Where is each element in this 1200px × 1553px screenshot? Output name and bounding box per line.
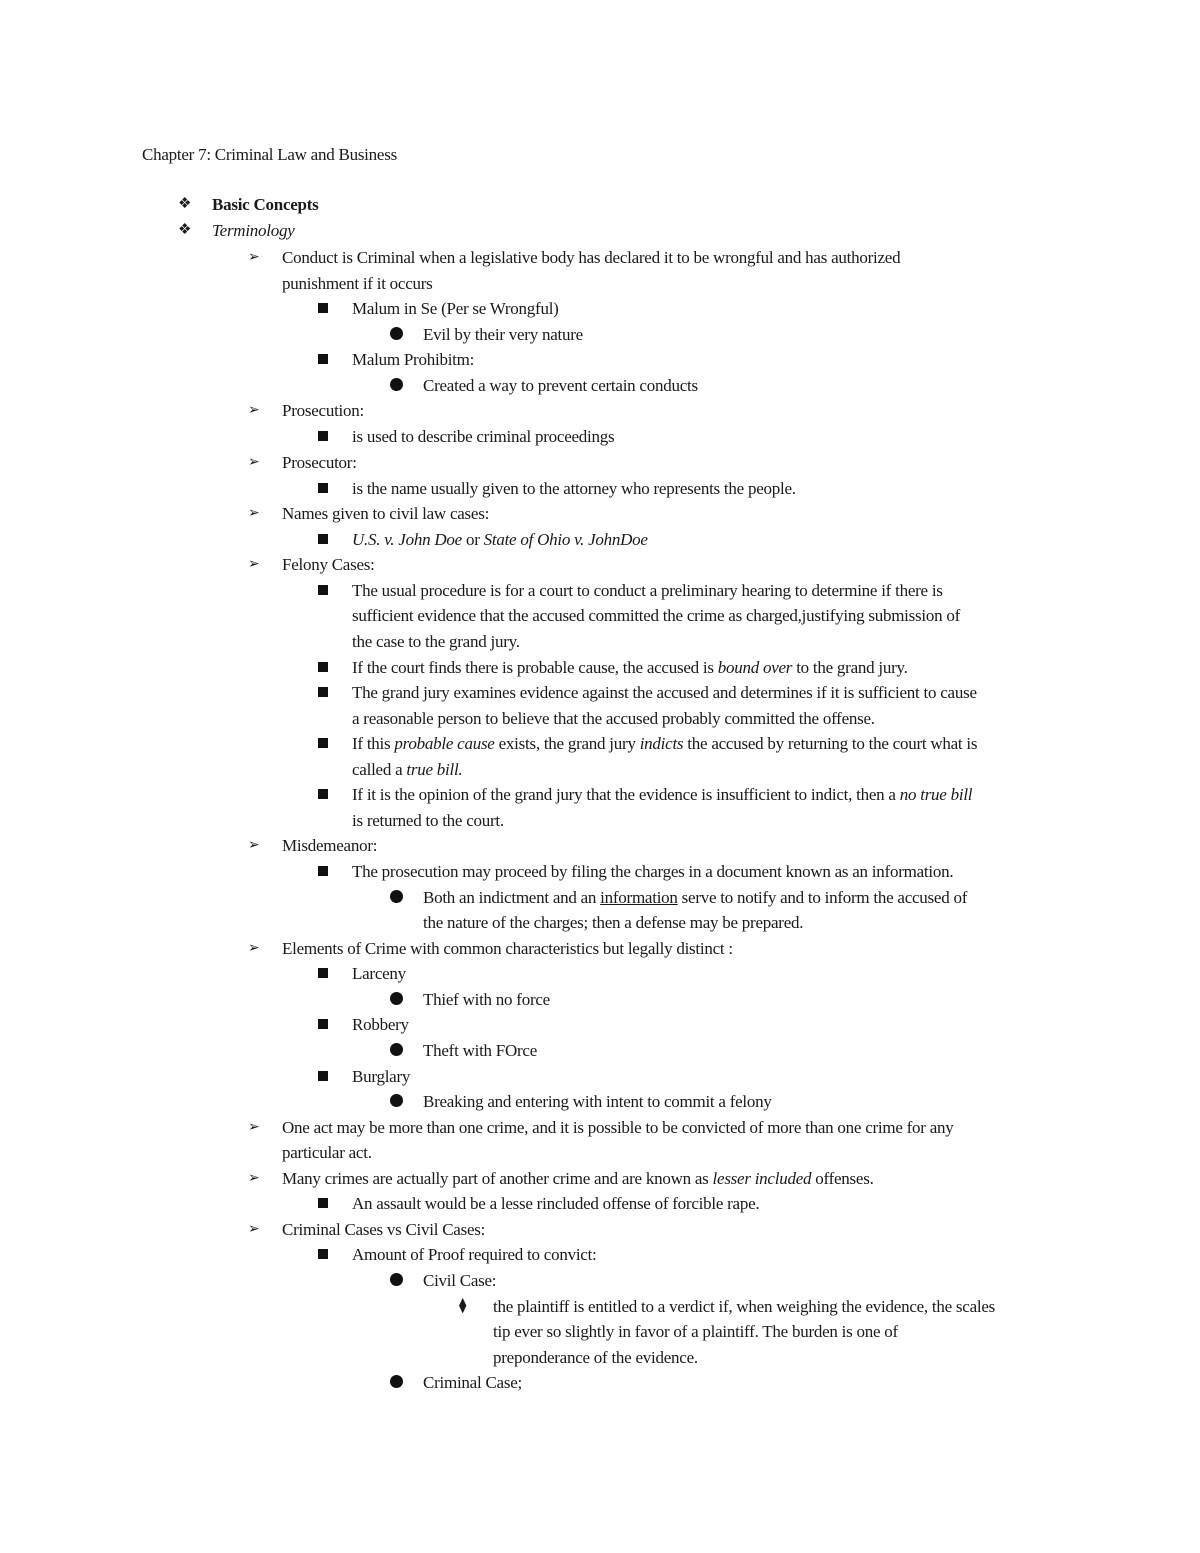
misdemeanor-s1-line-2: the nature of the charges; then a defense may be prepared. (423, 913, 804, 932)
arrow-bullet-icon: ➢ (248, 506, 260, 521)
felony-p5-line-1: If it is the opinion of the grand jury that the evidence is insufficient to indict, then a no true bill (352, 785, 973, 804)
square-bullet-icon (318, 782, 328, 808)
lesser-example: An assault would be a lesse rincluded offense of forcible rape. (352, 1194, 760, 1213)
case-name-examples: U.S. v. John Doe or State of Ohio v. JohnDoe (352, 530, 648, 549)
felony-p3-line-2: a reasonable person to believe that the accused probably committed the offense. (352, 709, 875, 728)
felony-label: Felony Cases: (282, 555, 375, 574)
one-act-line-1: One act may be more than one crime, and it is possible to be convicted of more than one crime for any (282, 1118, 954, 1137)
misdemeanor-p1: The prosecution may proceed by filing the charges in a document known as an information. (352, 862, 954, 881)
lesser-included: Many crimes are actually part of another crime and are known as lesser included offenses. (282, 1169, 874, 1188)
felony-p4-line-1: If this probable cause exists, the grand jury indicts the accused by returning to the court what is (352, 734, 978, 753)
felony-p3-line-1: The grand jury examines evidence against the accused and determines if it is sufficient to cause (352, 683, 977, 702)
malum-in-se-desc: Evil by their very nature (423, 325, 583, 344)
felony-p2: If the court finds there is probable cause, the accused is bound over to the grand jury. (352, 658, 908, 677)
circle-bullet-icon (390, 322, 403, 348)
arrow-bullet-icon: ➢ (248, 1120, 260, 1135)
names-label: Names given to civil law cases: (282, 504, 490, 523)
square-bullet-icon (318, 731, 328, 757)
burglary: Burglary (352, 1067, 411, 1086)
square-bullet-icon (318, 578, 328, 604)
square-bullet-icon (318, 527, 328, 553)
arrow-bullet-icon: ➢ (248, 403, 260, 418)
arrow-bullet-icon: ➢ (248, 250, 260, 265)
proof-label: Amount of Proof required to convict: (352, 1245, 597, 1264)
prosecutor-label: Prosecutor: (282, 453, 357, 472)
larceny: Larceny (352, 964, 406, 983)
malum-prohibitum: Malum Prohibitm: (352, 350, 475, 369)
square-bullet-icon (318, 680, 328, 706)
square-bullet-icon (318, 1012, 328, 1038)
page-title: Chapter 7: Criminal Law and Business (142, 145, 397, 164)
misdemeanor-label: Misdemeanor: (282, 836, 378, 855)
malum-prohibitum-desc: Created a way to prevent certain conducts (423, 376, 698, 395)
lozenge-bullet-icon: ⧫ (459, 1298, 467, 1314)
civil-vs-criminal-label: Criminal Cases vs Civil Cases: (282, 1220, 486, 1239)
arrow-bullet-icon: ➢ (248, 1171, 260, 1186)
felony-p1-line-2: sufficient evidence that the accused committed the crime as charged,justifying submission of (352, 606, 961, 625)
circle-bullet-icon (390, 987, 403, 1013)
criminal-case-label: Criminal Case; (423, 1373, 522, 1392)
felony-p1-line-3: the case to the grand jury. (352, 632, 520, 651)
square-bullet-icon (318, 1191, 328, 1217)
one-act-line-2: particular act. (282, 1143, 372, 1162)
circle-bullet-icon (390, 885, 403, 911)
felony-p4-line-2: called a true bill. (352, 760, 463, 779)
circle-bullet-icon (390, 1268, 403, 1294)
prosecution-label: Prosecution: (282, 401, 364, 420)
heading-terminology: Terminology (212, 221, 295, 240)
circle-bullet-icon (390, 1089, 403, 1115)
arrow-bullet-icon: ➢ (248, 557, 260, 572)
arrow-bullet-icon: ➢ (248, 455, 260, 470)
square-bullet-icon (318, 476, 328, 502)
civil-case-line-3: preponderance of the evidence. (493, 1348, 698, 1367)
malum-in-se: Malum in Se (Per se Wrongful) (352, 299, 559, 318)
felony-p1-line-1: The usual procedure is for a court to conduct a preliminary hearing to determine if there is (352, 581, 943, 600)
diamond-bullet-icon: ❖ (178, 222, 192, 238)
diamond-bullet-icon: ❖ (178, 196, 192, 212)
arrow-bullet-icon: ➢ (248, 838, 260, 853)
circle-bullet-icon (390, 1370, 403, 1396)
conduct-line-2: punishment if it occurs (282, 274, 433, 293)
square-bullet-icon (318, 1064, 328, 1090)
prosecutor-desc: is the name usually given to the attorney who represents the people. (352, 479, 796, 498)
circle-bullet-icon (390, 373, 403, 399)
square-bullet-icon (318, 961, 328, 987)
square-bullet-icon (318, 347, 328, 373)
elements-label: Elements of Crime with common characteristics but legally distinct : (282, 939, 733, 958)
misdemeanor-s1-line-1: Both an indictment and an information serve to notify and to inform the accused of (423, 888, 968, 907)
heading-basic-concepts: Basic Concepts (212, 195, 319, 214)
arrow-bullet-icon: ➢ (248, 941, 260, 956)
civil-case-label: Civil Case: (423, 1271, 497, 1290)
burglary-desc: Breaking and entering with intent to commit a felony (423, 1092, 772, 1111)
square-bullet-icon (318, 424, 328, 450)
robbery: Robbery (352, 1015, 409, 1034)
conduct-line-1: Conduct is Criminal when a legislative body has declared it to be wrongful and has authorized (282, 248, 901, 267)
larceny-desc: Thief with no force (423, 990, 550, 1009)
robbery-desc: Theft with FOrce (423, 1041, 538, 1060)
square-bullet-icon (318, 859, 328, 885)
arrow-bullet-icon: ➢ (248, 1222, 260, 1237)
square-bullet-icon (318, 1242, 328, 1268)
square-bullet-icon (318, 296, 328, 322)
felony-p5-line-2: is returned to the court. (352, 811, 504, 830)
prosecution-desc: is used to describe criminal proceedings (352, 427, 615, 446)
civil-case-line-1: the plaintiff is entitled to a verdict if, when weighing the evidence, the scales (493, 1297, 996, 1316)
square-bullet-icon (318, 655, 328, 681)
circle-bullet-icon (390, 1038, 403, 1064)
civil-case-line-2: tip ever so slightly in favor of a plaintiff. The burden is one of (493, 1322, 898, 1341)
